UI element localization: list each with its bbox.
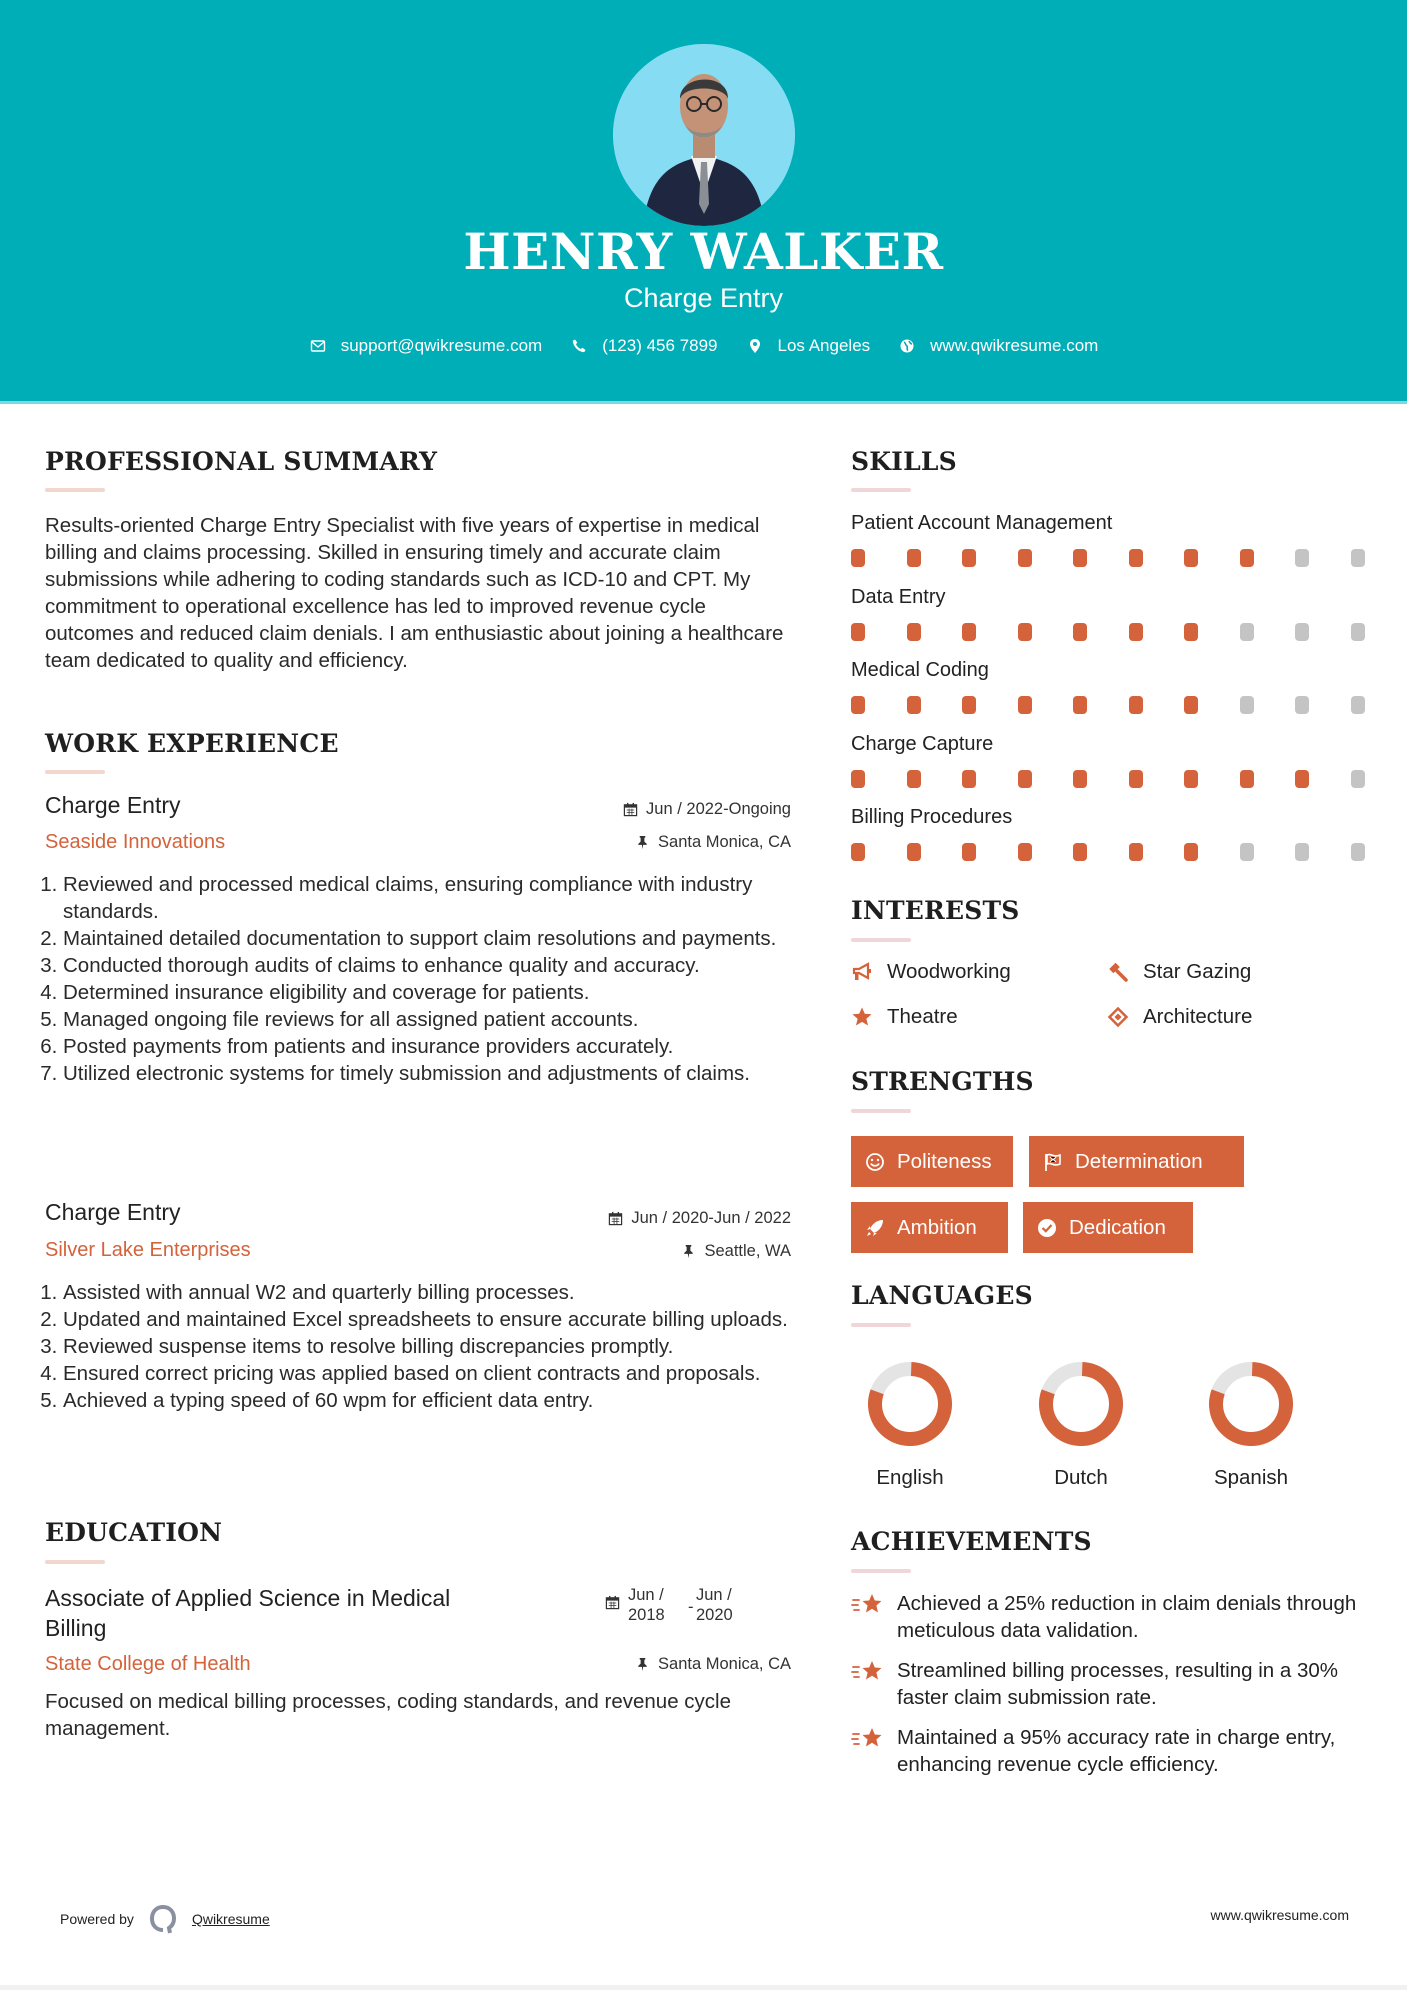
list-item: 7. Utilized electronic systems for timely submission and adjustments of claims.	[63, 1060, 800, 1087]
achievement-text: Achieved a 25% reduction in claim denials through meticulous data validation.	[897, 1592, 1357, 1642]
strengths-heading: STRENGTHS	[851, 1067, 1034, 1096]
check-circle-icon	[1037, 1218, 1057, 1238]
resume-header	[0, 0, 1407, 404]
education-start-month: Jun /	[628, 1586, 664, 1604]
shooting-star-icon	[851, 1592, 885, 1620]
footer-website-link[interactable]: www.qwikresume.com	[1210, 1907, 1349, 1923]
skill-rating	[851, 770, 1406, 788]
company-name: Seaside Innovations	[45, 831, 226, 853]
language-donut-chart	[1037, 1360, 1125, 1448]
contact-email-text: support@qwikresume.com	[340, 336, 543, 355]
education-end-year: 2020	[696, 1606, 733, 1624]
education-description: Focused on medical billing processes, coding standards, and revenue cycle management.	[45, 1690, 731, 1740]
skill-dot-empty	[1351, 843, 1365, 861]
job-duties-list	[45, 871, 800, 1087]
list-item: 3. Reviewed suspense items to resolve billing discrepancies promptly.	[63, 1333, 800, 1360]
job-title: Charge Entry	[45, 792, 181, 818]
job-location-text: Santa Monica, CA	[658, 833, 791, 851]
interest-item	[851, 960, 1011, 984]
calendar-icon	[608, 1211, 623, 1226]
strength-badge	[851, 1202, 1008, 1253]
skill-dot-filled	[1184, 549, 1198, 567]
interest-label: Architecture	[1143, 1005, 1253, 1028]
language-item	[1191, 1360, 1311, 1490]
skill-dot-filled	[1018, 623, 1032, 641]
skill-dot-filled	[1129, 770, 1143, 788]
globe-icon	[898, 337, 916, 355]
skill-rating	[851, 696, 1406, 714]
powered-by-text: Powered by	[60, 1911, 134, 1927]
job-location-text: Seattle, WA	[704, 1242, 791, 1260]
education-location-text: Santa Monica, CA	[658, 1655, 791, 1673]
skill-dot-filled	[1184, 623, 1198, 641]
interest-item	[1107, 1005, 1252, 1029]
footer-powered-by	[60, 1904, 270, 1934]
skill-dot-filled	[1018, 770, 1032, 788]
contact-phone[interactable]	[570, 336, 717, 356]
contact-email[interactable]	[309, 336, 543, 356]
skill-dot-filled	[907, 696, 921, 714]
strength-label: Dedication	[1069, 1215, 1166, 1239]
skill-dot-empty	[1240, 696, 1254, 714]
achievement-text: Streamlined billing processes, resulting in a 30% faster claim submission rate.	[897, 1659, 1338, 1709]
skill-name: Data Entry	[851, 585, 946, 608]
skill-dot-empty	[1240, 623, 1254, 641]
language-donut-chart	[866, 1360, 954, 1448]
skills-heading-underline	[851, 488, 911, 492]
skill-dot-empty	[1295, 549, 1309, 567]
skill-dot-filled	[1184, 696, 1198, 714]
skill-dot-filled	[962, 623, 976, 641]
strength-badge	[1029, 1136, 1244, 1187]
shooting-star-icon	[851, 1659, 885, 1687]
skill-dot-filled	[851, 843, 865, 861]
skill-dot-filled	[907, 623, 921, 641]
skill-dot-filled	[962, 549, 976, 567]
skill-dot-empty	[1351, 549, 1365, 567]
skill-dot-filled	[1073, 696, 1087, 714]
skill-dot-filled	[1073, 549, 1087, 567]
education-heading: EDUCATION	[45, 1518, 223, 1547]
education-end-month: Jun /	[696, 1586, 732, 1604]
skill-dot-empty	[1295, 696, 1309, 714]
experience-heading-underline	[45, 770, 105, 774]
phone-icon	[570, 337, 588, 355]
candidate-name: HENRY WALKER	[463, 222, 944, 281]
skill-dot-empty	[1351, 623, 1365, 641]
list-item: 2. Maintained detailed documentation to support claim resolutions and payments.	[63, 925, 800, 952]
degree-title-line1: Associate of Applied Science in Medical	[45, 1585, 451, 1611]
education-start-year: 2018	[628, 1606, 665, 1624]
languages-heading-underline	[851, 1323, 911, 1327]
contact-location	[746, 336, 871, 356]
gavel-icon	[1107, 961, 1129, 983]
degree-title-line2: Billing	[45, 1615, 107, 1641]
skill-dot-filled	[907, 549, 921, 567]
skill-dot-empty	[1295, 843, 1309, 861]
profile-photo	[613, 44, 795, 226]
skill-dot-filled	[1240, 770, 1254, 788]
education-date-separator: -	[688, 1598, 694, 1616]
job-title: Charge Entry	[45, 1199, 181, 1225]
language-item	[850, 1360, 970, 1490]
education-dates	[605, 1585, 733, 1625]
strength-badge	[1023, 1202, 1193, 1253]
language-donut-chart	[1207, 1360, 1295, 1448]
skill-dot-empty	[1295, 623, 1309, 641]
list-item: 6. Posted payments from patients and insurance providers accurately.	[63, 1033, 800, 1060]
skill-dot-filled	[1295, 770, 1309, 788]
interests-heading: INTERESTS	[851, 896, 1020, 925]
achievement-item	[851, 1590, 1371, 1644]
skill-dot-filled	[962, 770, 976, 788]
job-dates-text: Jun / 2020-Jun / 2022	[631, 1209, 791, 1227]
skill-dot-empty	[1351, 696, 1365, 714]
skill-name: Patient Account Management	[851, 512, 1113, 534]
list-item: 5. Achieved a typing speed of 60 wpm for efficient data entry.	[63, 1387, 800, 1414]
achievements-heading: ACHIEVEMENTS	[851, 1527, 1092, 1556]
summary-heading-underline	[45, 488, 105, 492]
qwikresume-logo-icon	[148, 1904, 178, 1934]
company-name: Silver Lake Enterprises	[45, 1239, 251, 1261]
languages-heading: LANGUAGES	[851, 1281, 1033, 1310]
qwikresume-link[interactable]: Qwikresume	[191, 1911, 270, 1927]
summary-heading: PROFESSIONAL SUMMARY	[45, 447, 438, 476]
education-location	[531, 1655, 791, 1674]
list-item: 4. Ensured correct pricing was applied based on client contracts and proposals.	[63, 1360, 800, 1387]
skill-dot-empty	[1351, 770, 1365, 788]
skill-rating	[851, 549, 1406, 567]
language-label: Dutch	[1054, 1466, 1108, 1489]
skill-dot-filled	[851, 623, 865, 641]
flag-icon	[1043, 1152, 1063, 1172]
skill-dot-filled	[962, 843, 976, 861]
interests-heading-underline	[851, 938, 911, 942]
pushpin-icon	[681, 1244, 696, 1259]
skill-dot-filled	[907, 843, 921, 861]
degree-title	[45, 1583, 450, 1643]
skill-dot-filled	[1018, 696, 1032, 714]
achievement-item	[851, 1657, 1371, 1711]
page-bottom-edge	[0, 1985, 1407, 1990]
skill-rating	[851, 623, 1406, 641]
pushpin-icon	[635, 835, 650, 850]
skill-name: Charge Capture	[851, 732, 994, 755]
skill-dot-filled	[907, 770, 921, 788]
skill-rating	[851, 843, 1406, 861]
list-item: 1. Assisted with annual W2 and quarterly billing processes.	[63, 1279, 800, 1306]
strength-label: Determination	[1075, 1149, 1203, 1173]
skill-name: Billing Procedures	[851, 806, 1013, 828]
achievement-item	[851, 1724, 1371, 1778]
strength-label: Ambition	[897, 1215, 977, 1239]
skill-dot-filled	[1184, 770, 1198, 788]
skill-dot-filled	[1018, 549, 1032, 567]
list-item: 4. Determined insurance eligibility and coverage for patients.	[63, 979, 800, 1006]
star-icon	[851, 1006, 873, 1028]
language-label: Spanish	[1213, 1466, 1289, 1489]
skill-dot-filled	[1073, 623, 1087, 641]
contact-website[interactable]	[898, 336, 1098, 356]
rocket-icon	[865, 1218, 885, 1238]
interest-item	[851, 1005, 958, 1029]
megaphone-icon	[851, 961, 873, 983]
map-marker-icon	[746, 337, 764, 355]
strength-badge	[851, 1136, 1013, 1187]
interest-label: Woodworking	[887, 960, 1011, 983]
smile-icon	[865, 1152, 885, 1172]
skill-dot-filled	[1129, 843, 1143, 861]
skill-dot-empty	[1240, 843, 1254, 861]
skill-dot-filled	[1073, 770, 1087, 788]
skills-heading: SKILLS	[851, 447, 957, 476]
contact-phone-text: (123) 456 7899	[602, 336, 718, 355]
education-heading-underline	[45, 1560, 105, 1564]
shooting-star-icon	[851, 1726, 885, 1754]
interest-label: Star Gazing	[1143, 960, 1252, 983]
skill-dot-filled	[851, 770, 865, 788]
achievements-heading-underline	[851, 1569, 911, 1573]
job-location	[531, 1242, 791, 1261]
list-item: 5. Managed ongoing file reviews for all assigned patient accounts.	[63, 1006, 800, 1033]
job-dates-text: Jun / 2022-Ongoing	[646, 800, 791, 818]
ticket-icon	[1107, 1006, 1129, 1028]
job-duties-list	[45, 1279, 800, 1414]
strength-label: Politeness	[897, 1149, 992, 1173]
calendar-icon	[623, 802, 638, 817]
list-item: 1. Reviewed and processed medical claims, ensuring compliance with industry standards.	[63, 871, 800, 925]
list-item: 3. Conducted thorough audits of claims to enhance quality and accuracy.	[63, 952, 800, 979]
achievement-text: Maintained a 95% accuracy rate in charge entry, enhancing revenue cycle efficiency.	[897, 1726, 1336, 1776]
contact-location-text: Los Angeles	[777, 336, 871, 355]
skill-dot-filled	[1073, 843, 1087, 861]
skill-dot-filled	[1240, 549, 1254, 567]
skill-dot-filled	[1184, 843, 1198, 861]
skill-dot-filled	[1129, 696, 1143, 714]
contact-bar	[0, 336, 1407, 356]
interest-item	[1107, 960, 1251, 984]
strengths-heading-underline	[851, 1109, 911, 1113]
skill-dot-filled	[1129, 623, 1143, 641]
skill-dot-filled	[851, 696, 865, 714]
avatar	[613, 44, 795, 226]
experience-heading: WORK EXPERIENCE	[45, 729, 339, 758]
job-location	[531, 833, 791, 852]
skill-dot-filled	[1018, 843, 1032, 861]
pushpin-icon	[635, 1657, 650, 1672]
contact-website-text: www.qwikresume.com	[930, 336, 1099, 355]
envelope-icon	[309, 337, 327, 355]
candidate-title: Charge Entry	[623, 283, 784, 313]
skill-name: Medical Coding	[851, 659, 989, 681]
skill-dot-filled	[962, 696, 976, 714]
interest-label: Theatre	[887, 1005, 958, 1028]
language-item	[1021, 1360, 1141, 1490]
summary-text: Results-oriented Charge Entry Specialist with five years of expertise in medical billing and claims processing. Skilled in ensuring timely and accurate claim submissions while adhering to coding standards such as ICD-10 and CPT. My commitment to operational excellence has led to improved revenue cycle outcomes and reduced claim denials. I am enthusiastic about joining a healthcare team dedicated to quality and efficiency.	[45, 514, 784, 672]
skill-dot-filled	[1129, 549, 1143, 567]
language-label: English	[876, 1466, 944, 1489]
job-dates	[531, 800, 791, 819]
job-dates	[511, 1209, 791, 1228]
list-item: 2. Updated and maintained Excel spreadsheets to ensure accurate billing uploads.	[63, 1306, 800, 1333]
calendar-icon	[605, 1595, 620, 1610]
school-name: State College of Health	[45, 1653, 251, 1675]
skill-dot-filled	[851, 549, 865, 567]
